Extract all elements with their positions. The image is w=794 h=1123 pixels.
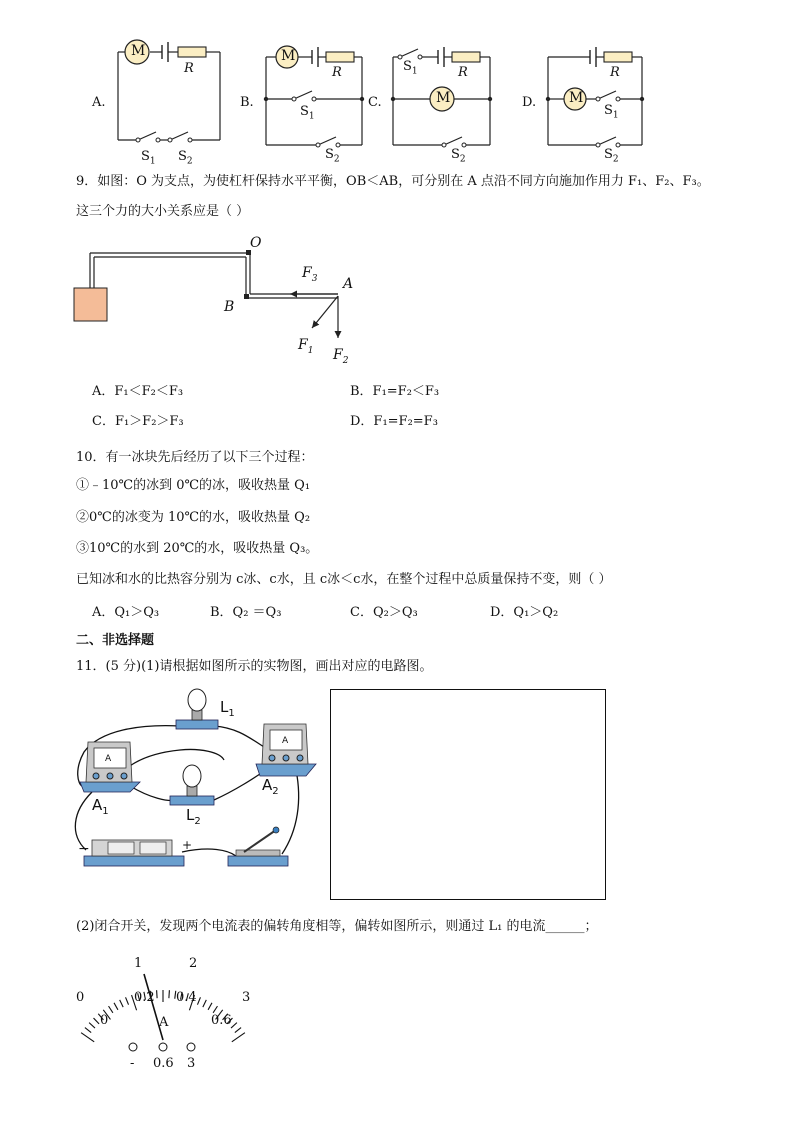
q11-battery-plus: + [182, 838, 193, 852]
dial-unit: A [159, 1015, 169, 1030]
section-title: 二、非选择题 [76, 633, 155, 648]
q9-stem-line1: 9．如图：O 为支点，为使杠杆保持水平平衡，OB＜AB，可分别在 A 点沿不同方向施加作用力 F₁、F₂、F₃。 [76, 174, 710, 189]
dial-tick [169, 990, 170, 998]
dial-top-tick-2: 2 [189, 956, 198, 971]
dial-tick [208, 1003, 212, 1010]
q10-option-c: C．Q₂＞Q₃ [350, 605, 418, 620]
q10-process-3: ③10℃的水到 20℃的水，吸收热量 Q₃。 [76, 541, 319, 556]
terminal-minus: - [130, 1056, 135, 1071]
dial-tick [235, 1028, 241, 1033]
q8-option-b-label: B. [240, 95, 254, 110]
dial-bottom-tick-1: 0.2 [134, 990, 155, 1005]
q9-force-f2: $F_2$ [333, 347, 349, 366]
q8-b-s2-label: $S_2$ [325, 147, 340, 165]
q9-force-f1: $F_1$ [298, 337, 314, 356]
dial-tick [157, 990, 158, 998]
q10-option-d: D．Q₁＞Q₂ [490, 605, 559, 620]
dial-tick [109, 1006, 113, 1013]
q8-b-s1-label: $S_1$ [300, 104, 315, 122]
q9-force-f3: $F_3$ [302, 265, 318, 284]
q11-label-a1: $A_1$ [92, 796, 109, 817]
q11-label-l1: $L_1$ [220, 698, 235, 719]
dial-top-tick-3: 3 [242, 990, 251, 1005]
q9-option-d: D．F₁=F₂=F₃ [350, 414, 438, 429]
q8-d-r-label: R [610, 65, 620, 80]
terminal-0-6: 0.6 [153, 1056, 174, 1071]
q8-b-r-label: R [332, 65, 342, 80]
terminal-3: 3 [187, 1056, 196, 1071]
dial-tick [197, 997, 200, 1004]
dial-top-tick-1: 1 [134, 956, 143, 971]
q9-point-b: B [224, 299, 235, 315]
q9-point-o: O [250, 235, 262, 251]
q10-option-a: A．Q₁＞Q₃ [92, 605, 160, 620]
q11-part2: (2)闭合开关，发现两个电流表的偏转角度相等，偏转如图所示，则通过 L₁ 的电流______； [76, 919, 598, 934]
q10-condition: 已知冰和水的比热容分别为 c冰、c水，且 c冰＜c水，在整个过程中总质量保持不变，则（ ） [76, 572, 612, 587]
q9-option-a: A．F₁＜F₂＜F₃ [92, 384, 184, 399]
q8-b-motor-label: M [281, 48, 296, 64]
q11-stem: 11．(5 分)(1)请根据如图所示的实物图，画出对应的电路图。 [76, 659, 433, 674]
dial-tick [81, 1033, 94, 1042]
dial-top-tick-0: 0 [76, 990, 85, 1005]
dial-tick [232, 1033, 245, 1042]
q9-option-b: B．F₁=F₂＜F₃ [350, 384, 440, 399]
q11-label-l2: $L_2$ [186, 806, 201, 827]
dial-tick [114, 1003, 118, 1010]
q10-option-b: B．Q₂ ＝Q₃ [210, 605, 282, 620]
dial-tick [120, 1000, 123, 1007]
dial-bottom-tick-3: 0.6 [211, 1013, 232, 1028]
dial-tick [94, 1018, 100, 1024]
q8-c-s2-label: $S_2$ [451, 147, 466, 165]
q8-a-s1-label: $S_1$ [141, 149, 156, 167]
dial-tick [89, 1023, 95, 1028]
q8-option-d-label: D. [522, 95, 537, 110]
q8-d-s1-label: $S_1$ [604, 103, 619, 121]
q8-c-r-label: R [458, 65, 468, 80]
dial-tick [231, 1023, 237, 1028]
dial-tick [85, 1028, 91, 1033]
q10-process-1: ①﹣10℃的冰到 0℃的冰，吸收热量 Q₁ [76, 478, 311, 493]
q11-a1-face-letter: A [105, 754, 112, 764]
q8-d-s2-label: $S_2$ [604, 147, 619, 165]
q10-stem: 10．有一冰块先后经历了以下三个过程： [76, 450, 314, 465]
dial-tick [203, 1000, 206, 1007]
dial-bottom-tick-0: 0 [100, 1013, 109, 1028]
q11-battery-minus: − [78, 841, 90, 857]
q11-a2-face-letter: A [282, 736, 289, 746]
q9-point-a: A [343, 276, 354, 292]
q8-a-s2-label: $S_2$ [178, 149, 193, 167]
q8-option-c-label: C. [368, 95, 382, 110]
q8-a-r-label: R [184, 61, 194, 76]
dial-bottom-tick-2: 0.4 [176, 990, 197, 1005]
q8-option-a-label: A. [92, 95, 106, 110]
q8-a-motor-label: M [131, 43, 146, 59]
q10-process-2: ②0℃的冰变为 10℃的水，吸收热量 Q₂ [76, 510, 311, 525]
q8-c-s1-label: $S_1$ [403, 59, 418, 77]
dial-tick [126, 997, 129, 1004]
q11-label-a2: $A_2$ [262, 776, 279, 797]
q9-option-c: C．F₁＞F₂＞F₃ [92, 414, 184, 429]
q9-stem-line2: 这三个力的大小关系应是（ ） [76, 204, 250, 219]
q8-d-motor-label: M [569, 90, 584, 106]
q8-c-motor-label: M [436, 90, 451, 106]
